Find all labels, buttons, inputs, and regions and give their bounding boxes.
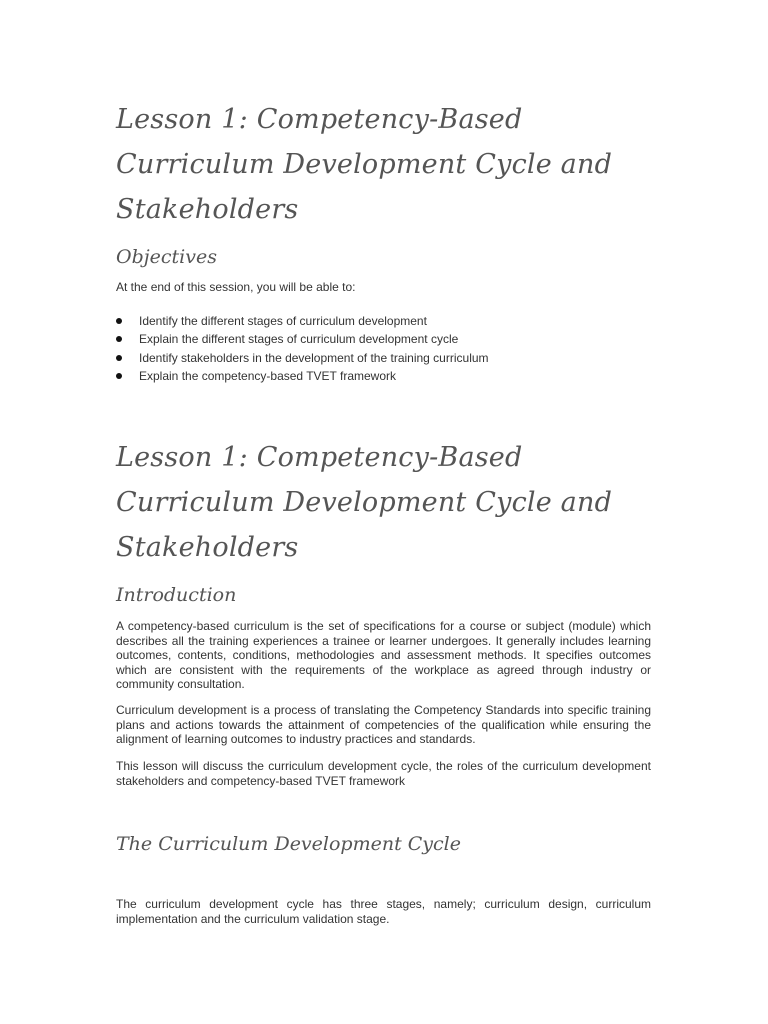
- intro-paragraph-3: This lesson will discuss the curriculum development cycle, the roles of the curriculum development stakeholders and competency-based TVET framework: [116, 759, 651, 788]
- objective-text: Identify stakeholders in the development of the training curriculum: [139, 350, 489, 365]
- list-item: [116, 367, 656, 385]
- objective-text: Identify the different stages of curriculum development: [139, 314, 427, 328]
- objectives-intro: At the end of this session, you will be able to:: [116, 280, 356, 294]
- bullet-icon: [116, 373, 122, 379]
- list-item: [116, 312, 656, 330]
- intro-paragraph-1: A competency-based curriculum is the set of specifications for a course or subject (module) which describes all the training experiences a trainee or learner undergoes. It generally includes learning outcomes, contents, conditions, methodologies and assessment methods. It specifies outcomes which are consistent with the requirements of the workplace as agreed through industry or community consultation.: [116, 619, 651, 691]
- objectives-heading: Objectives: [116, 246, 217, 268]
- objective-text: Explain the different stages of curriculum development cycle: [139, 332, 459, 347]
- cycle-heading: The Curriculum Development Cycle: [116, 833, 461, 855]
- lesson-title-2: Lesson 1: Competency-Based Curriculum Development Cycle and Stakeholders: [116, 442, 613, 563]
- cycle-paragraph: The curriculum development cycle has three stages, namely; curriculum design, curriculum implementation and the curriculum validation stage.: [116, 897, 651, 926]
- intro-paragraph-2: Curriculum development is a process of translating the Competency Standards into specific training plans and actions towards the attainment of competencies of the qualification while ensuring the alignment of learning outcomes to industry practices and standards.: [116, 703, 651, 746]
- lesson-title-1: Lesson 1: Competency-Based Curriculum Development Cycle and Stakeholders: [116, 104, 613, 225]
- introduction-heading: Introduction: [116, 584, 237, 606]
- objectives-list: [116, 312, 656, 385]
- list-item: [116, 330, 656, 348]
- bullet-icon: [116, 336, 122, 342]
- bullet-icon: [116, 318, 122, 324]
- objective-text: Explain the competency-based TVET framework: [139, 368, 397, 383]
- bullet-icon: [116, 355, 122, 361]
- list-item: [116, 349, 656, 367]
